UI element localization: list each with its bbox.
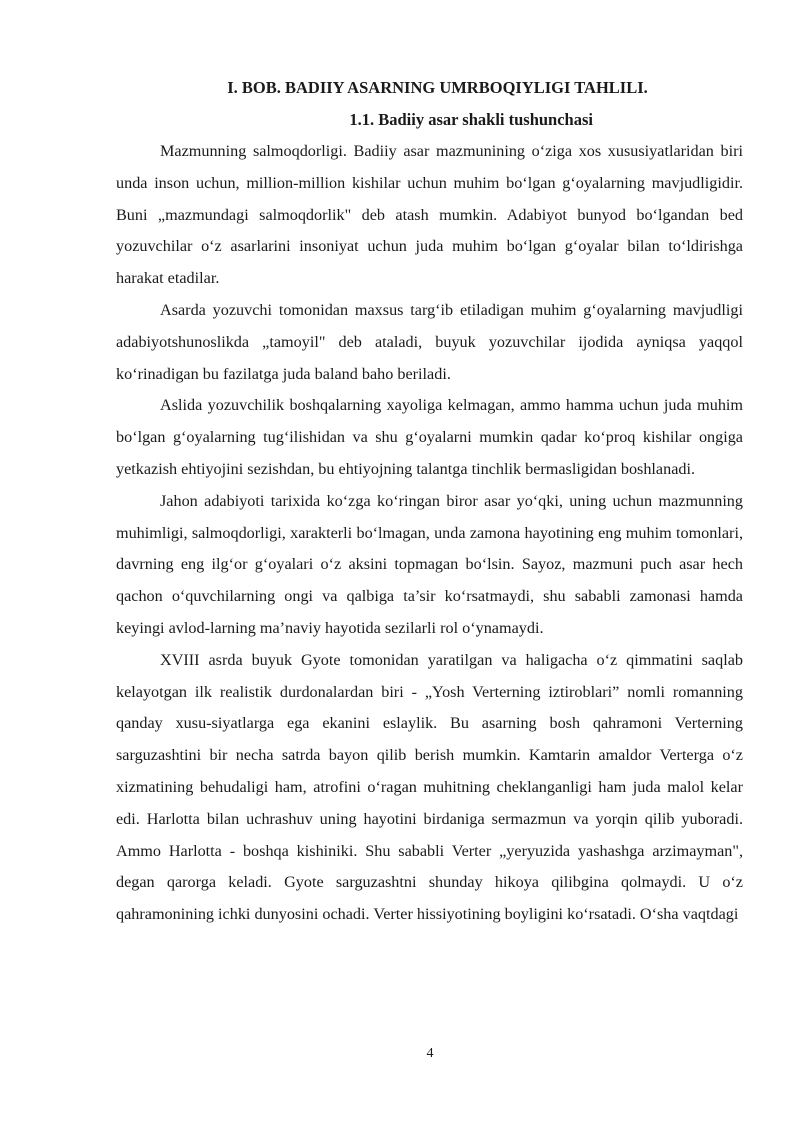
paragraph: XVIII asrda buyuk Gyote tomonidan yaratilgan va haligacha o‘z qimmatini saqlab kelayotgan ilk realistik durdonalardan biri - „Yosh Verterning iztiroblari” nomli romanning qanday xusu-siyatlarga ega ekanini eslaylik. Bu asarning bosh qahramoni Verterning sarguzashtini bir necha satrda bayon qilib berish mumkin. Kamtarin amaldor Verterga o‘z xizmatining behudaligi ham, atrofini o‘ragan muhitning cheklanganligi ham juda malol kelar edi. Harlotta bilan uchrashuv uning hayotini birdaniga sermazmun va yorqin qilib yuboradi. Ammo Harlotta - boshqa kishiniki. Shu sababli Verter „yeryuzida yashashga arzimayman", degan qarorga keladi. Gyote sarguzashtni shunday hikoya qilibgina qolmaydi. U o‘z qahramonining ichki dunyosini ochadi. Verter hissiyotining boyligini ko‘rsatadi. O‘sha vaqtdagi xyxy=(116,650,743,924)
paragraph: Asarda yozuvchi tomonidan maxsus targ‘ib etiladigan muhim g‘oyalarning mavjudligi adabiyotshunoslikda „tamoyil" deb ataladi, buyuk yozuvchilar ijodida ayniqsa yaqqol ko‘rinadigan bu fazilatga juda baland baho beriladi. xyxy=(116,300,743,383)
paragraph: Mazmunning salmoqdorligi. Badiiy asar mazmunining o‘ziga xos xususiyatlaridan biri unda inson uchun, million-million kishilar uchun muhim bo‘lgan g‘oyalarning mavjudligidir. Buni „mazmundagi salmoqdorlik" deb atash mumkin. Adabiyot bunyod bo‘lgandan bed yozuvchilar o‘z asarlarini insoniyat uchun juda muhim bo‘lgan g‘oyalar bilan to‘ldirishga harakat etadilar. xyxy=(116,142,743,288)
section-title: 1.1. Badiiy asar shakli tushunchasi xyxy=(349,110,593,129)
page-content xyxy=(116,72,743,931)
paragraph: Jahon adabiyoti tarixida ko‘zga ko‘ringan biror asar yo‘qki, uning uchun mazmunning muhimligi, salmoqdorligi, xarakterli bo‘lmagan, unda zamona hayotining eng muhim tomonlari, davrning eng ilg‘or g‘oyalari o‘z aksini topmagan bo‘lsin. Sayoz, mazmuni puch asar hech qachon o‘quvchilarning ongi va qalbiga ta’sir ko‘rsatmaydi, shu sababli zamonasi hamda keyingi avlod-larning ma’naviy hayotida sezilarli rol o‘ynamaydi. xyxy=(116,491,743,637)
page-number: 4 xyxy=(426,1046,434,1061)
chapter-title: I. BOB. BADIIY ASARNING UMRBOQIYLIGI TAHLILI. xyxy=(227,78,648,97)
paragraph: Aslida yozuvchilik boshqalarning xayoliga kelmagan, ammo hamma uchun juda muhim bo‘lgan g‘oyalarning tug‘ilishidan va shu g‘oyalarni mumkin qadar ko‘proq kishilar ongiga yetkazish ehtiyojini sezishdan, bu ehtiyojning talantga tinchlik bermasligidan boshlanadi. xyxy=(116,396,743,478)
